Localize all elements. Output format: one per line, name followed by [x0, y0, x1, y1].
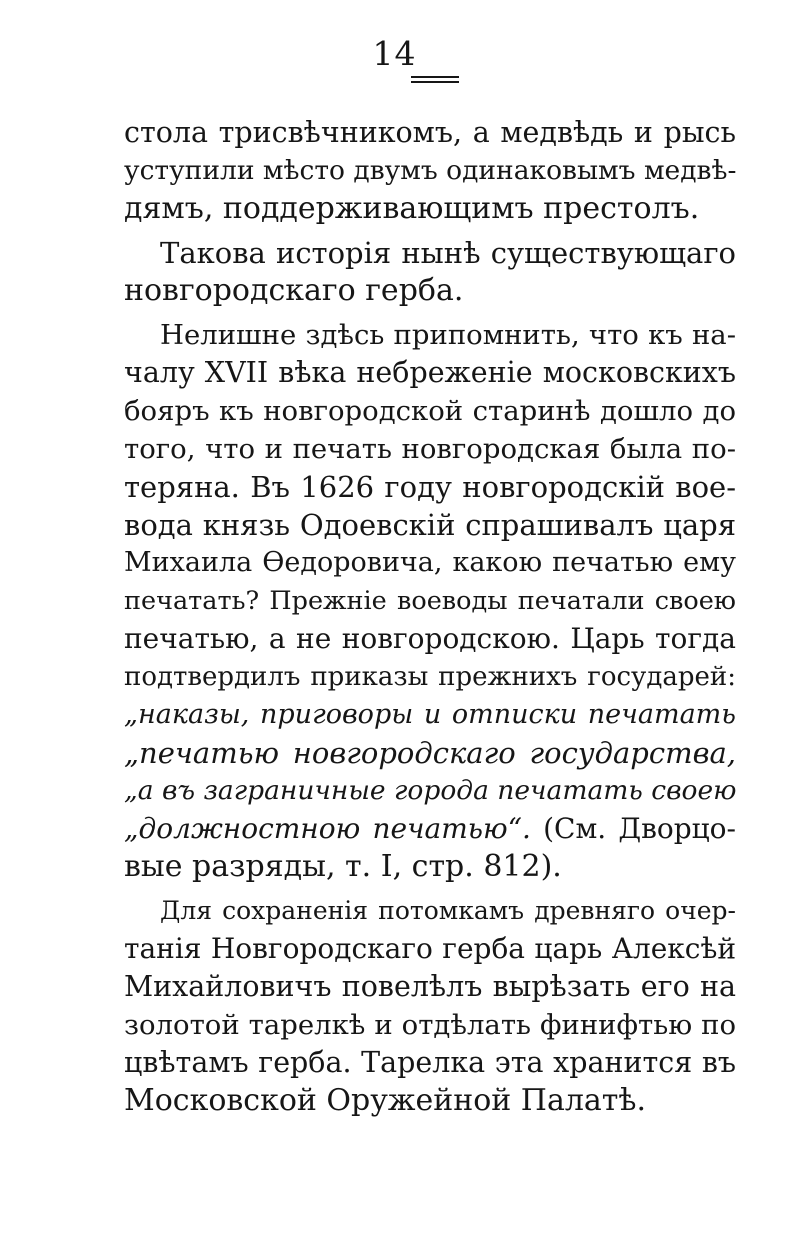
text-line: вые разряды, т. I, стр. 812).	[124, 849, 562, 884]
text-line: чалу XVII вѣка небреженіе московскихъ	[124, 356, 736, 389]
quote-end-italic: „должностною печатью“.	[124, 812, 531, 845]
text-line: цвѣтамъ герба. Тарелка эта хранится въ	[124, 1046, 736, 1079]
text-line: печатью, а не новгородскою. Царь тогда	[124, 622, 736, 655]
quote-end-line	[124, 810, 736, 848]
text-line: Нелишне здѣсь припомнить, что къ на-	[160, 319, 736, 351]
text-line: бояръ къ новгородской старинѣ дошло до	[124, 395, 736, 427]
text-line: подтвердилъ приказы прежнихъ государей:	[124, 662, 736, 692]
text-line: теряна. Въ 1626 году новгородскій вое-	[124, 470, 736, 504]
page-number: 14	[372, 34, 417, 73]
text-line: золотой тарелкѣ и отдѣлать финифтью по	[124, 1009, 736, 1041]
text-line: стола трисвѣчникомъ, а медвѣдь и рысь	[124, 116, 736, 149]
page-number-underline-top	[411, 76, 459, 78]
text-line: Михайловичъ повелѣлъ вырѣзать его на	[124, 970, 736, 1003]
text-line: уступили мѣсто двумъ одинаковымъ медвѣ-	[124, 155, 737, 186]
quote-line: „наказы, приговоры и отписки печатать	[124, 699, 736, 730]
body-text	[124, 114, 736, 1120]
quote-line: „а въ заграничные города печатать своею	[124, 775, 737, 806]
text-line: печатать? Прежніе воеводы печатали своею	[124, 586, 736, 616]
text-line: танія Новгородскаго герба царь Алексѣй	[124, 932, 736, 965]
text-line: новгородскаго герба.	[124, 273, 464, 308]
text-line: вода князь Одоевскій спрашивалъ царя	[124, 508, 736, 542]
page-number-underline-bottom	[411, 81, 459, 83]
citation-start: (См. Дворцо-	[543, 812, 736, 845]
text-line: Михаила Ѳедоровича, какою печатью ему	[124, 547, 736, 578]
text-line: того, что и печать новгородская была по-	[124, 433, 736, 465]
text-line: Для сохраненія потомкамъ древняго очер-	[160, 896, 736, 925]
text-line: Московской Оружейной Палатѣ.	[124, 1083, 647, 1118]
text-line: дямъ, поддерживающимъ престолъ.	[124, 191, 700, 226]
text-line: Такова исторія нынѣ существующаго	[160, 236, 736, 270]
quote-line: „печатью новгородскаго государства,	[124, 736, 736, 770]
